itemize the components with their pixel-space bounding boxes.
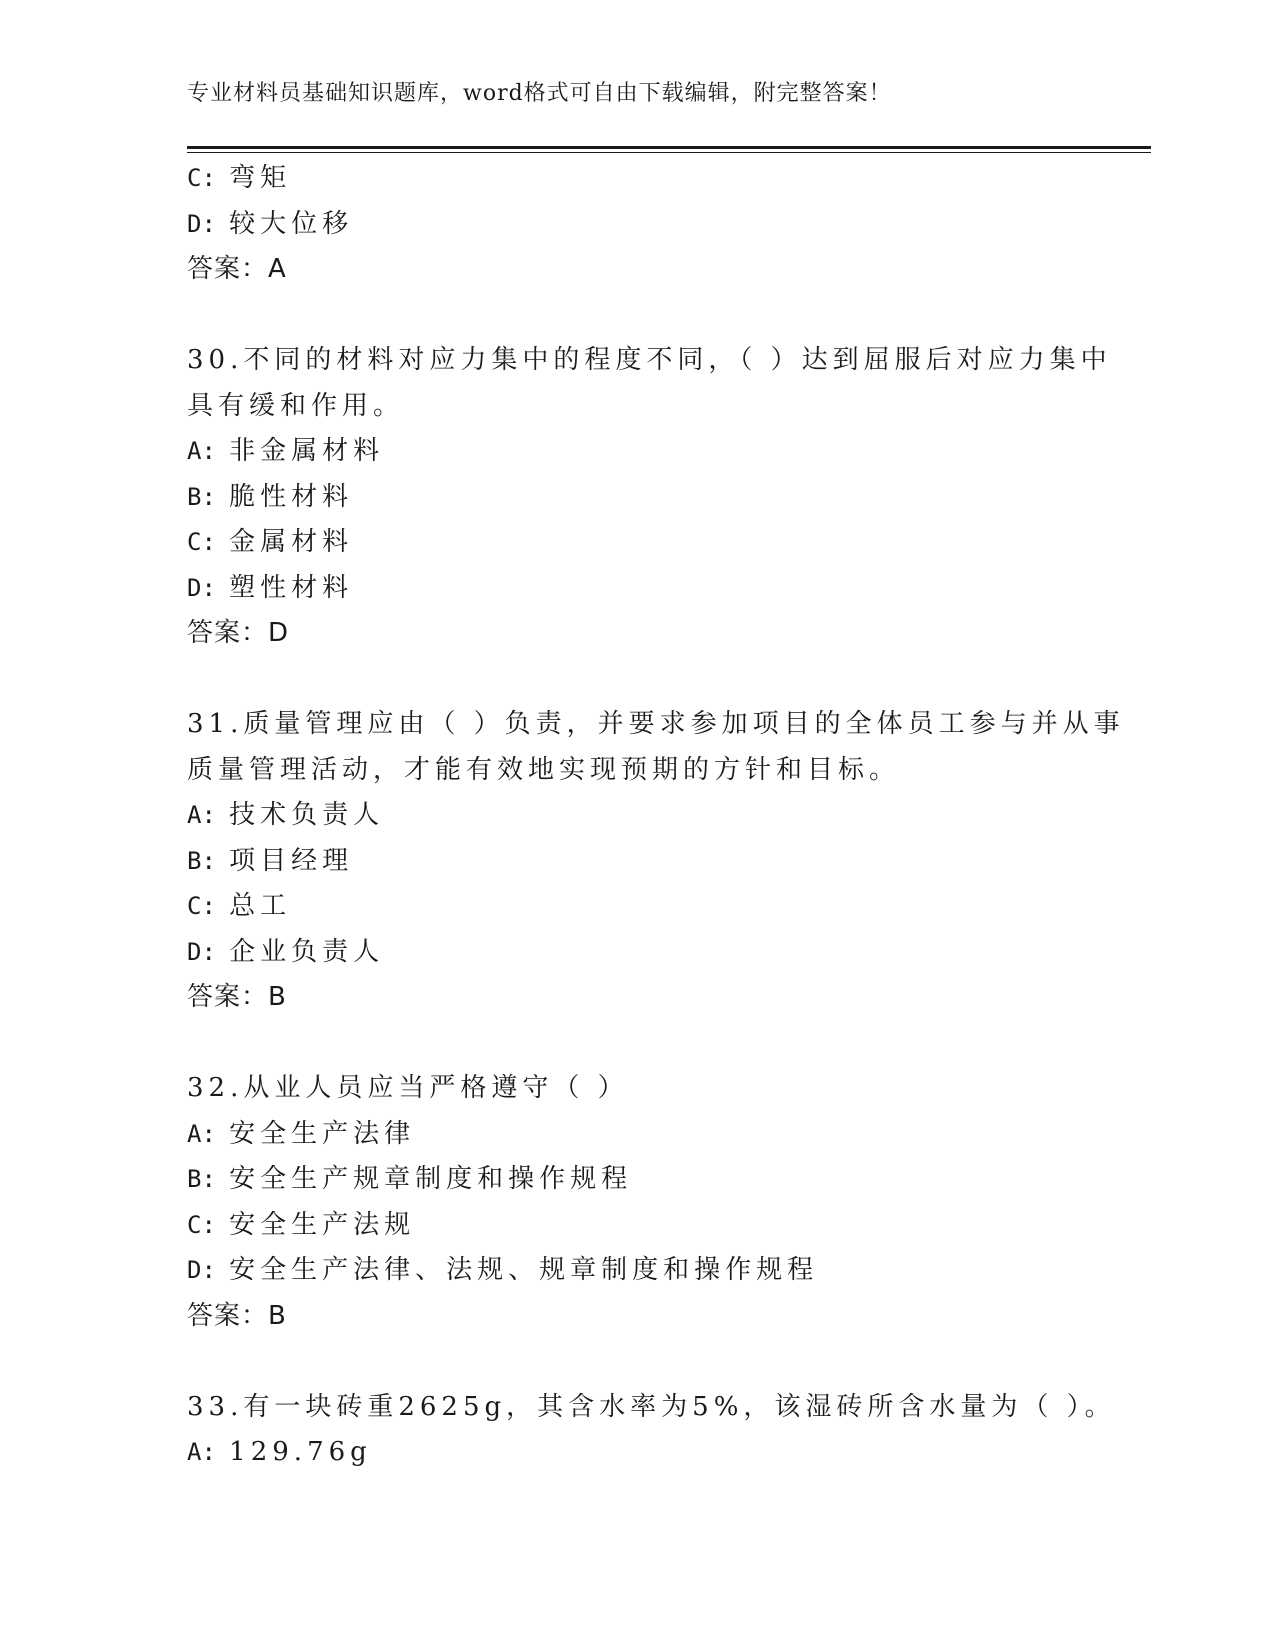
page-header: 专业材料员基础知识题库，word格式可自由下载编辑，附完整答案！ xyxy=(187,81,892,106)
option-a: A: 129.76g xyxy=(187,1437,372,1467)
option-c: C: 弯矩 xyxy=(187,163,292,193)
option-b: B: 安全生产规章制度和操作规程 xyxy=(187,1164,633,1194)
option-d: D: 塑性材料 xyxy=(187,572,354,603)
option-d: D: 安全生产法律、法规、规章制度和操作规程 xyxy=(187,1255,819,1285)
option-c: C: 金属材料 xyxy=(187,527,354,557)
option-a: A: 安全生产法律 xyxy=(187,1118,416,1149)
answer-line: 答案：A xyxy=(187,254,287,284)
option-d: D: 较大位移 xyxy=(187,208,354,239)
header-divider xyxy=(187,146,1151,153)
answer-line: 答案：B xyxy=(187,982,287,1012)
option-b: B: 脆性材料 xyxy=(187,481,354,512)
spacer xyxy=(187,293,1087,339)
option-a: A: 非金属材料 xyxy=(187,436,385,466)
spacer xyxy=(187,657,1087,703)
spacer xyxy=(187,1021,1087,1067)
question-stem: 32.从业人员应当严格遵守（ ） xyxy=(187,1073,629,1103)
spacer xyxy=(187,1339,1087,1385)
option-c: C: 安全生产法规 xyxy=(187,1209,416,1240)
question-stem: 31.质量管理应由（ ）负责，并要求参加项目的全体员工参与并从事 xyxy=(187,709,1125,739)
question-stem: 质量管理活动，才能有效地实现预期的方针和目标。 xyxy=(187,754,901,785)
question-stem: 30.不同的材料对应力集中的程度不同，（ ）达到屈服后对应力集中 xyxy=(187,345,1112,375)
question-stem: 33.有一块砖重2625g，其含水率为5%，该湿砖所含水量为（ ）。 xyxy=(187,1391,1116,1422)
option-a: A: 技术负责人 xyxy=(187,800,385,830)
option-b: B: 项目经理 xyxy=(187,845,354,876)
answer-line: 答案：D xyxy=(187,618,290,648)
answer-line: 答案：B xyxy=(187,1300,287,1331)
option-c: C: 总工 xyxy=(187,891,292,921)
option-d: D: 企业负责人 xyxy=(187,936,385,967)
question-stem: 具有缓和作用。 xyxy=(187,390,405,421)
document-body xyxy=(187,156,1125,1476)
